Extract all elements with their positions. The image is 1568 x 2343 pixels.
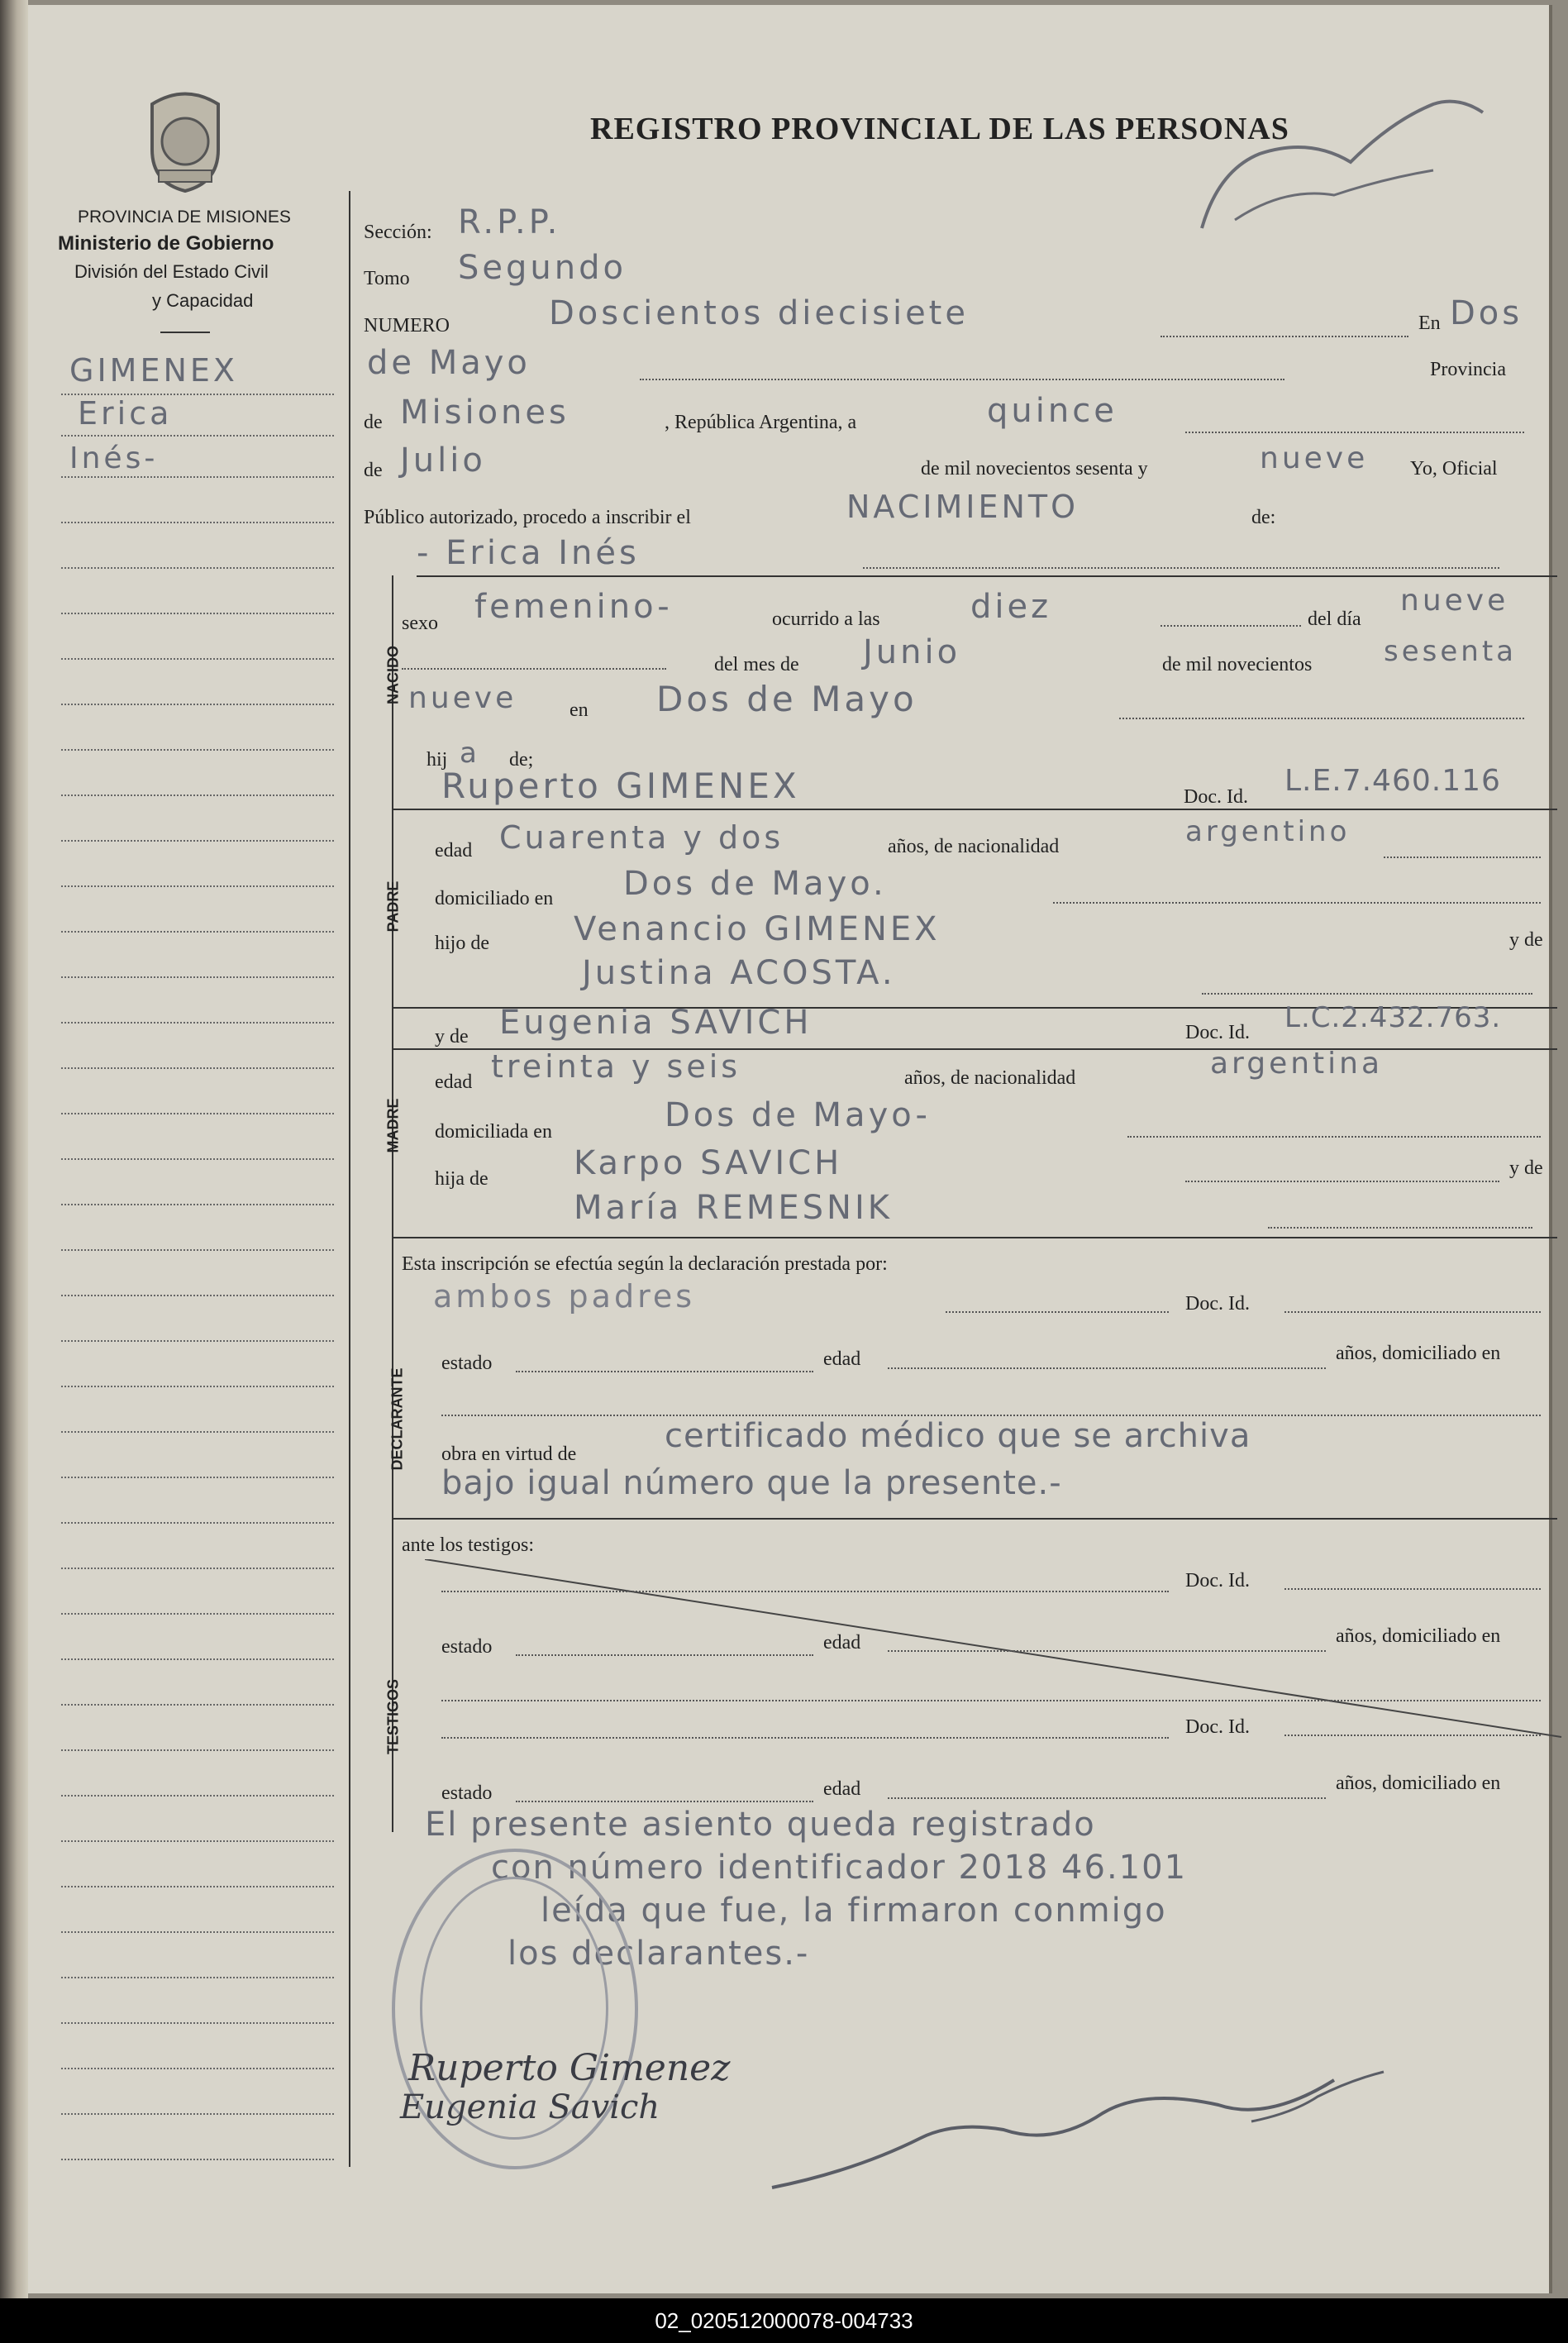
oficial-label: Yo, Oficial [1410,458,1498,480]
anio2-value: nueve [408,681,517,715]
padre-yde-label: y de [1509,929,1543,951]
padre-dom-value: Dos de Mayo. [623,865,887,903]
republica-label: , República Argentina, a [665,412,857,433]
document-title: REGISTRO PROVINCIAL DE LAS PERSONAS [590,112,1289,146]
testigo1-estado-label: estado [441,1636,493,1658]
mes-label: del mes de [714,654,799,675]
testigo2-dom-label: años, domiciliado en [1336,1773,1501,1794]
dotted-line [441,1700,1541,1701]
sexo-label: sexo [402,613,438,634]
lugar-value: Dos de Mayo [656,679,917,719]
de-label: de [364,412,383,433]
dia-value: nueve [1400,584,1509,618]
padre-edad-label: edad [435,840,473,861]
dotted-line [441,1737,1169,1739]
testigo2-estado-label: estado [441,1782,493,1804]
tomo-value: Segundo [458,249,627,287]
en-value: Dos [1450,294,1523,332]
dotted-line [1161,625,1301,627]
padre-nac-value: argentino [1185,815,1351,848]
margin-name: Erica [78,395,173,432]
declarante-nombre: ambos padres [433,1278,696,1315]
month-value: Julio [400,441,486,480]
madre-nombre: Eugenia SAVICH [499,1004,813,1042]
crest-icon [136,88,235,195]
dotted-line [1161,336,1408,337]
en-label-2: en [570,699,589,721]
padre-hijo-value: Venancio GIMENEX [574,910,941,948]
nombre-inscripto: - Erica Inés [417,534,640,572]
book-binding [0,0,28,2298]
madre-yde2-label: y de [1509,1157,1543,1179]
dotted-line [402,668,666,670]
year-value: nueve [1260,441,1369,475]
nota-line-2: con número identificador 2018 46.101 [491,1849,1188,1887]
capacity-line: y Capacidad [152,290,254,311]
tomo-label: Tomo [364,268,410,289]
padre-doc-value: L.E.7.460.116 [1284,764,1501,798]
signature-madre: Eugenia Savich [400,2088,660,2126]
seccion-value: R.P.P. [458,203,561,241]
dotted-line [1268,1227,1532,1229]
dotted-line [1284,1588,1541,1590]
numero-label: NUMERO [364,315,450,336]
madre-dom-value: Dos de Mayo- [665,1096,931,1134]
madre-edad-value: treinta y seis [491,1048,741,1085]
hij-value: a [460,737,480,770]
padre-hijo-label: hijo de [435,933,489,954]
hora-value: diez [970,588,1052,626]
hij-label: hij [427,749,448,771]
dotted-line [516,1801,813,1802]
day-value: quince [987,392,1118,430]
madre-anios-label: años, de nacionalidad [904,1067,1076,1089]
rule [392,809,1557,810]
nota-line-1: El presente asiento queda registrado [425,1806,1096,1844]
padre-anios-label: años, de nacionalidad [888,836,1060,857]
obra-value-2: bajo igual número que la presente.- [441,1464,1062,1502]
registry-sheet [28,5,1552,2293]
madre-doc-value: L.C.2.432.763. [1284,1001,1502,1034]
de-label-2: de [364,460,383,481]
dotted-line [946,1311,1169,1313]
rule [392,1237,1557,1238]
provincia-label: Provincia [1430,359,1506,380]
nota-line-4: los declarantes.- [508,1935,810,1973]
numero-value: Doscientos diecisiete [549,294,969,332]
place-value: de Mayo [367,344,531,382]
madre-yde-label: y de [435,1026,469,1047]
anio-value: sesenta [1384,635,1517,668]
testigo1-edad-label: edad [823,1632,861,1653]
madre-madre-value: María REMESNIK [574,1189,893,1227]
anio-label: de mil novecientos [1162,654,1313,675]
divider [160,332,210,333]
rule [417,575,1557,577]
section-rule [392,575,393,1832]
declarante-dom-label: años, domiciliado en [1336,1343,1501,1364]
dotted-line [888,1797,1326,1799]
dotted-line [1284,1735,1541,1736]
nota-line-3: leída que fue, la firmaron conmigo [541,1892,1167,1930]
acto-value: NACIMIENTO [846,489,1079,525]
madre-dom-label: domiciliada en [435,1121,552,1143]
en-label: En [1418,313,1441,334]
seccion-label: Sección: [364,222,432,243]
padre-doc-label: Doc. Id. [1184,786,1248,808]
image-caption: 02_020512000078-004733 [655,2308,913,2333]
dotted-line [1202,993,1532,995]
oficial-signature [755,2047,1499,2212]
testigo1-dom-label: años, domiciliado en [1336,1625,1501,1647]
section-testigos: TESTIGOS [384,1679,402,1755]
padre-nombre: Ruperto GIMENEX [441,766,800,806]
mes-value: Junio [863,633,961,671]
dotted-line [516,1654,813,1656]
dotted-line [1384,857,1541,858]
division-line: División del Estado Civil [74,261,269,282]
de-colon: de: [1251,507,1276,528]
madre-hija-value: Karpo SAVICH [574,1144,843,1182]
madre-hija-label: hija de [435,1168,489,1190]
padre-edad-value: Cuarenta y dos [499,819,784,856]
section-padre: PADRE [384,880,402,933]
year-text: de mil novecientos sesenta y [921,458,1148,480]
dotted-line [1284,1311,1541,1313]
madre-edad-label: edad [435,1071,473,1093]
margin-name2: Inés- [69,441,159,475]
ministry-line: Ministerio de Gobierno [58,232,274,255]
ocurrido-label: ocurrido a las [772,608,880,630]
declarante-edad-label: edad [823,1348,861,1370]
dotted-line [1053,902,1541,904]
sexo-value: femenino- [474,588,673,626]
dotted-line [640,379,1284,380]
header-signature [1185,71,1499,245]
section-declarante: DECLARANTE [388,1367,406,1471]
section-madre: MADRE [384,1098,402,1153]
declarante-intro: Esta inscripción se efectúa según la declaración prestada por: [402,1253,888,1275]
testigo1-doc-label: Doc. Id. [1185,1570,1250,1591]
publico-text: Público autorizado, procedo a inscribir el [364,507,691,528]
province-value: Misiones [400,394,570,432]
dotted-line [1185,1181,1499,1182]
obra-value: certificado médico que se archiva [665,1417,1251,1455]
obra-label: obra en virtud de [441,1443,577,1465]
testigos-intro: ante los testigos: [402,1534,534,1556]
signature-padre: Ruperto Gimenez [408,2047,731,2089]
declarante-doc-label: Doc. Id. [1185,1293,1250,1315]
dia-label: del día [1308,608,1361,630]
testigo2-doc-label: Doc. Id. [1185,1716,1250,1738]
madre-nac-value: argentina [1210,1047,1384,1081]
madre-doc-label: Doc. Id. [1185,1022,1250,1043]
hij-de-label: de; [509,749,534,771]
dotted-line [441,1415,1541,1416]
testigo2-edad-label: edad [823,1778,861,1800]
dotted-line [888,1367,1326,1369]
section-nacido: NACIDO [384,646,402,704]
province-line: PROVINCIA DE MISIONES [78,208,291,227]
padre-madre-value: Justina ACOSTA. [582,954,896,992]
margin-surname: GIMENEX [69,352,238,389]
dotted-line [863,567,1499,569]
padre-dom-label: domiciliado en [435,888,554,909]
dotted-line [1119,718,1524,719]
dotted-line [1185,432,1524,433]
declarante-estado-label: estado [441,1353,493,1374]
main-vertical-rule [349,191,350,2167]
dotted-line [441,1591,1169,1592]
dotted-line [516,1371,813,1372]
rule [392,1518,1557,1520]
dotted-line [1127,1136,1541,1138]
dotted-line [888,1650,1326,1652]
